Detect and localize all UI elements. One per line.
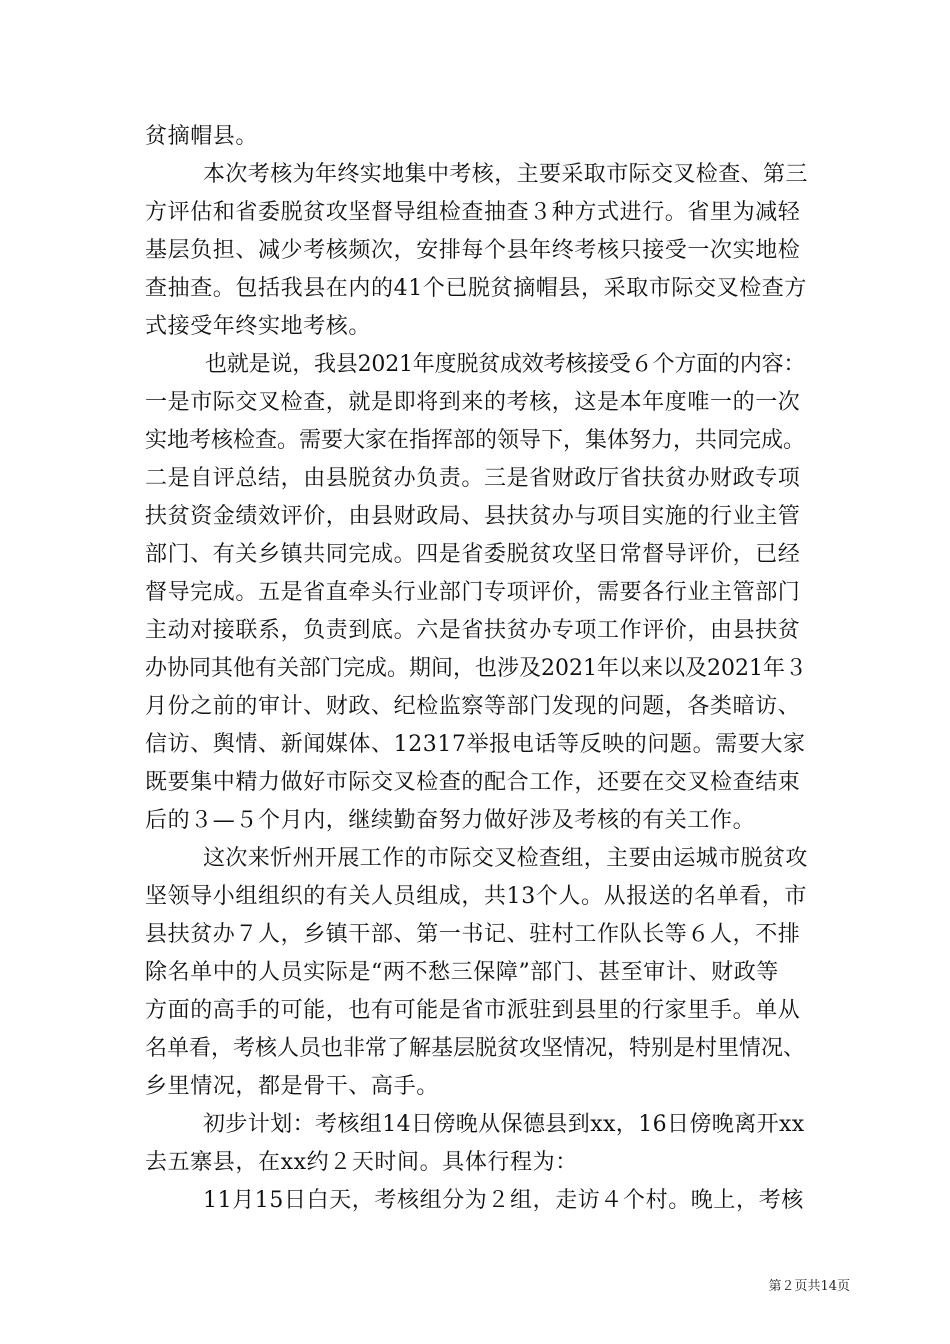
text-line: 县扶贫办７人，乡镇干部、第一书记、驻村工作队长等６人，不排 xyxy=(145,922,801,947)
text-line: 乡里情况，都是骨干、高手。 xyxy=(145,1074,439,1099)
text-line: 督导完成。五是省直牵头行业部门专项评价，需要各行业主管部门 xyxy=(145,580,801,605)
text-line: 贫摘帽县。 xyxy=(145,124,259,149)
text-line: 一是市际交叉检查，就是即将到来的考核，这是本年度唯一的一次 xyxy=(145,390,801,415)
text-line: 方评估和省委脱贫攻坚督导组检查抽查３种方式进行。省里为减轻 xyxy=(145,200,801,225)
text-line: 办协同其他有关部门完成。期间，也涉及2021年以来以及2021年３ xyxy=(145,656,807,681)
paragraph-2-line-1: 也就是说，我县2021年度脱贫成效考核接受６个方面的内容： xyxy=(205,352,806,377)
text-line: 实地考核检查。需要大家在指挥部的领导下，集体努力，共同完成。 xyxy=(145,428,806,453)
paragraph-4-line-1: 初步计划：考核组14日傍晚从保德县到xx，16日傍晚离开xx xyxy=(203,1112,805,1137)
text-line: 方面的高手的可能，也有可能是省市派驻到县里的行家里手。单从 xyxy=(145,998,801,1023)
paragraph-5-line-1: 11月15日白天，考核组分为２组，走访４个村。晚上，考核 xyxy=(203,1188,804,1213)
paragraph-3-line-1: 这次来忻州开展工作的市际交叉检查组，主要由运城市脱贫攻 xyxy=(203,846,808,871)
page-number-footer: 第２页共14页 xyxy=(768,1279,850,1294)
text-line: 除名单中的人员实际是“两不愁三保障”部门、甚至审计、财政等 xyxy=(145,960,779,985)
text-line: 部门、有关乡镇共同完成。四是省委脱贫攻坚日常督导评价，已经 xyxy=(145,542,801,567)
text-line: 名单看，考核人员也非常了解基层脱贫攻坚情况，特别是村里情况、 xyxy=(145,1036,806,1061)
text-line: 后的３—５个月内，继续勤奋努力做好涉及考核的有关工作。 xyxy=(145,808,756,833)
text-line: 坚领导小组组织的有关人员组成，共13个人。从报送的名单看，市 xyxy=(145,884,807,909)
text-line: 主动对接联系，负责到底。六是省扶贫办专项工作评价，由县扶贫 xyxy=(145,618,801,643)
paragraph-1-line-1: 本次考核为年终实地集中考核，主要采取市际交叉检查、第三 xyxy=(203,162,808,187)
text-line: 查抽查。包括我县在内的41个已脱贫摘帽县，采取市际交叉检查方 xyxy=(145,276,807,301)
text-line: 二是自评总结，由县脱贫办负责。三是省财政厅省扶贫办财政专项 xyxy=(145,466,801,491)
text-line: 既要集中精力做好市际交叉检查的配合工作，还要在交叉检查结束 xyxy=(145,770,801,795)
text-line: 信访、舆情、新闻媒体、12317举报电话等反映的问题。需要大家 xyxy=(145,732,806,757)
text-line: 月份之前的审计、财政、纪检监察等部门发现的问题，各类暗访、 xyxy=(145,694,801,719)
text-line: 基层负担、减少考核频次，安排每个县年终考核只接受一次实地检 xyxy=(145,238,801,263)
text-line: 去五寨县，在xx约２天时间。具体行程为： xyxy=(145,1150,578,1175)
text-line: 式接受年终实地考核。 xyxy=(145,314,372,339)
text-line: 扶贫资金绩效评价，由县财政局、县扶贫办与项目实施的行业主管 xyxy=(145,504,801,529)
